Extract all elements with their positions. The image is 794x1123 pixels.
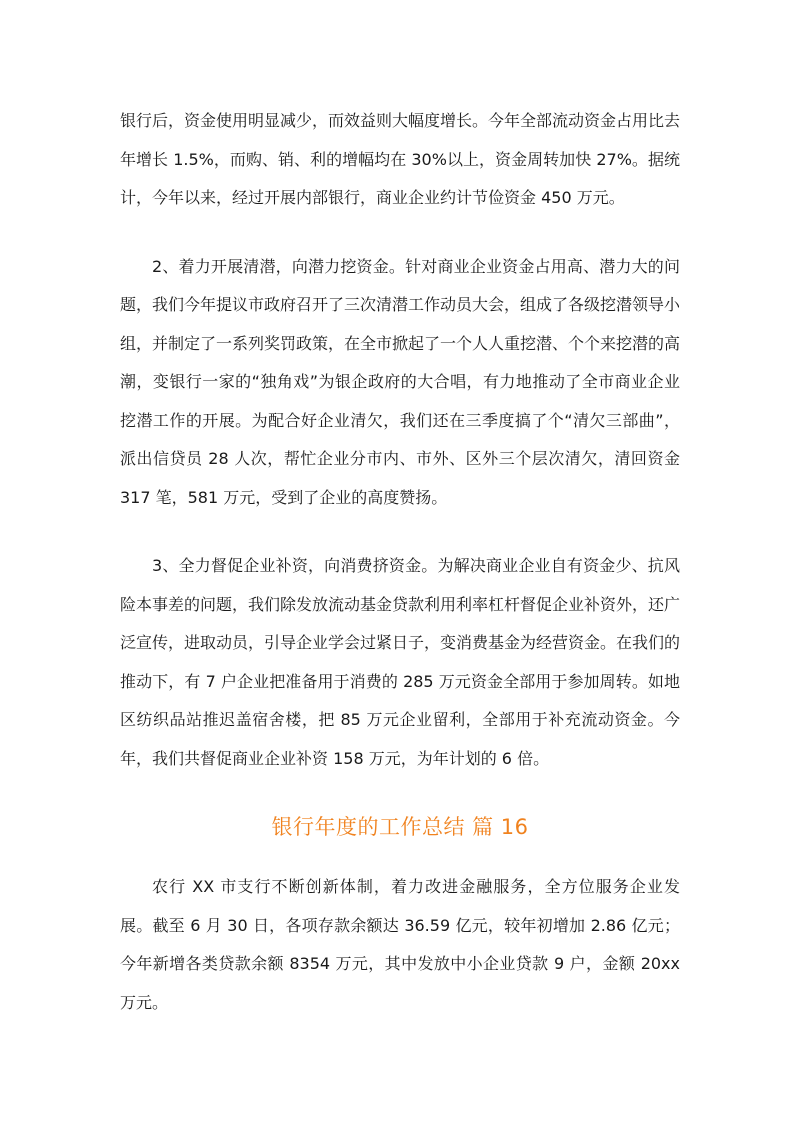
paragraph-item-2: 2、着力开展清潜，向潜力挖资金。针对商业企业资金占用高、潜力大的问题，我们今年提议市政府召开了三次清潜工作动员大会，组成了各级挖潜领导小组，并制定了一系列奖罚政策，在全市掀起了一个人人重挖潜、个个来挖潜的高潮，变银行一家的“独角戏”为银企政府的大合唱，有力地推动了全市商业企业挖潜工作的开展。为配合好企业清欠，我们还在三季度搞了个“清欠三部曲”，派出信贷员 28 人次，帮忙企业分市内、市外、区外三个层次清欠，清回资金 317 笔，581 万元，受到了企业的高度赞扬。	[120, 256, 681, 507]
paragraph-item-3: 3、全力督促企业补资，向消费挤资金。为解决商业企业自有资金少、抗风险本事差的问题，我们除发放流动基金贷款利用利率杠杆督促企业补资外，还广泛宣传，进取动员，引导企业学会过紧日子，变消费基金为经营资金。在我们的推动下，有 7 户企业把准备用于消费的 285 万元资金全部用于参加周转。如地区纺织品站推迟盖宿舍楼，把 85 万元企业留利，全部用于补充流动资金。今年，我们共督促商业企业补资 158 万元，为年计划的 6 倍。	[120, 556, 681, 768]
section-heading: 银行年度的工作总结 篇 16	[271, 815, 529, 839]
document-body	[120, 102, 680, 1022]
paragraph-continuation: 银行后，资金使用明显减少，而效益则大幅度增长。今年全部流动资金占用比去年增长 1.5%，而购、销、利的增幅均在 30%以上，资金周转加快 27%。据统计，今年以来，经过开展内部银行，商业企业约计节俭资金 450 万元。	[120, 111, 681, 207]
paragraph-section-intro: 农行 XX 市支行不断创新体制，着力改进金融服务，全方位服务企业发展。截至 6 月 30 日，各项存款余额达 36.59 亿元，较年初增加 2.86 亿元；今年新增各类贷款余额 8354 万元，其中发放中小企业贷款 9 户，金额 20xx 万元。	[120, 877, 680, 1012]
